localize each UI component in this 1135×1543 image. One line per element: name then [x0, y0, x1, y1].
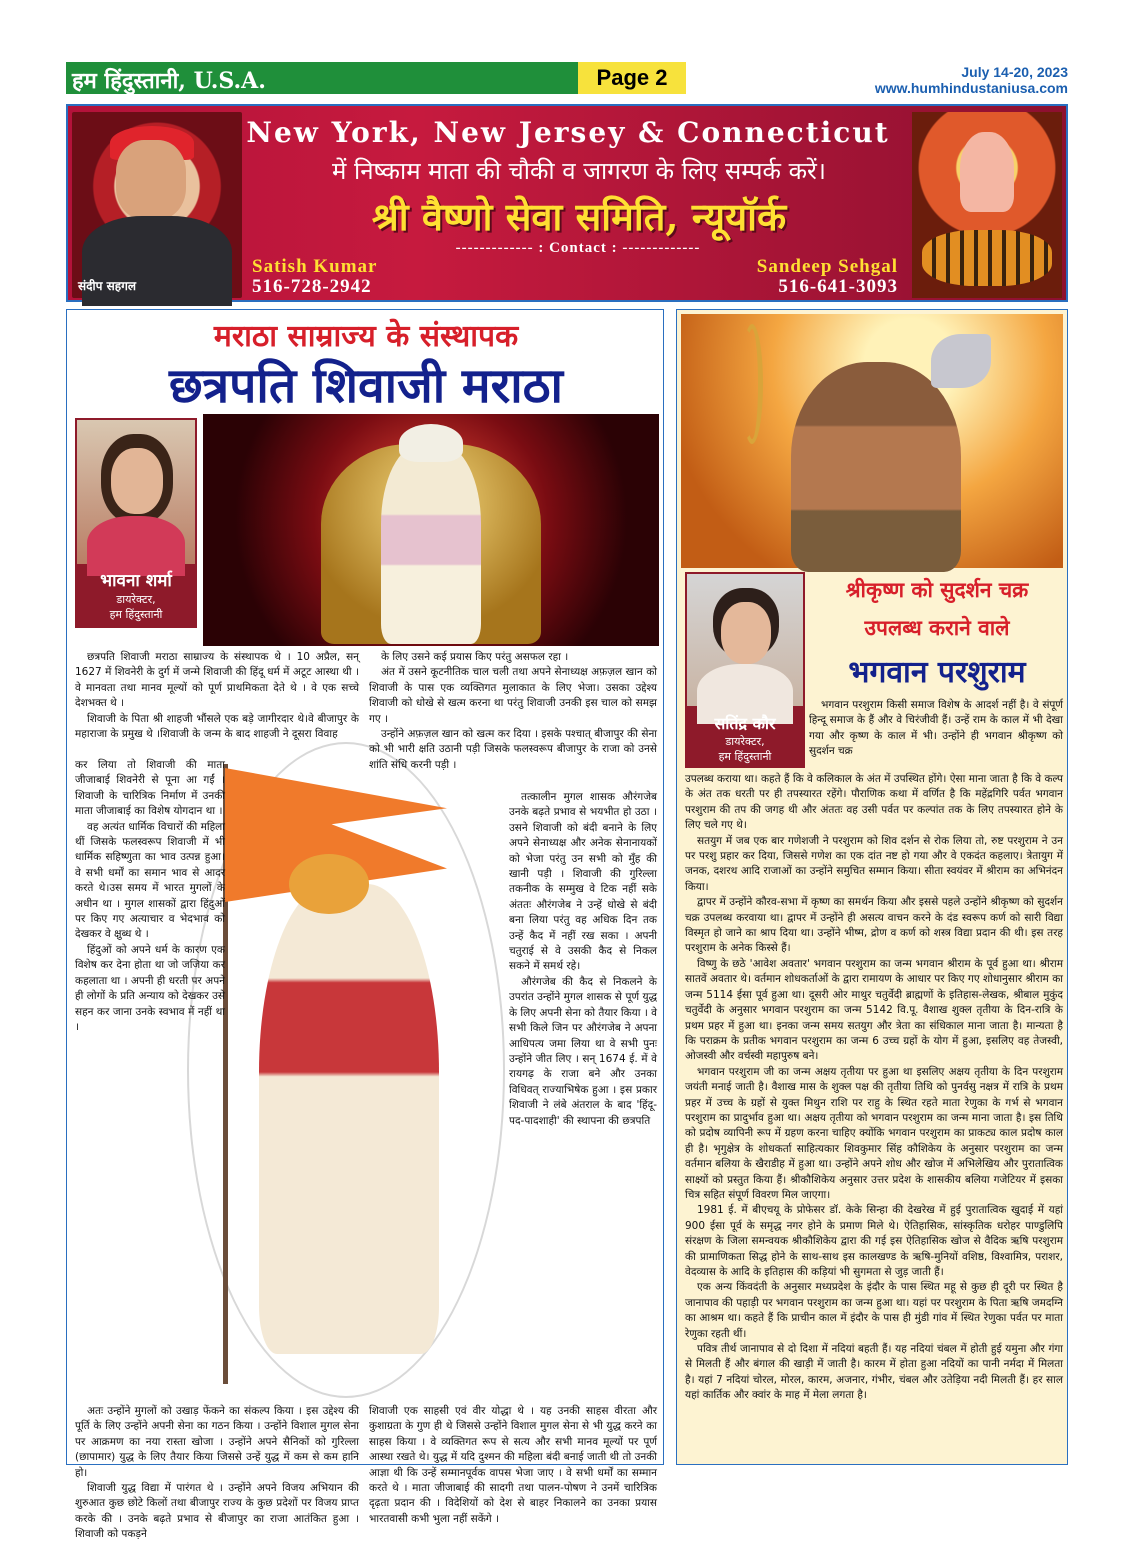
paragraph: के लिए उसने कई प्रयास किए परंतु असफल रहा । — [381, 651, 569, 663]
article-headline: भगवान परशुराम — [848, 655, 1026, 690]
article-shivaji — [66, 309, 664, 1541]
paragraph: वह अत्यंत धार्मिक विचारों की महिला थीं जिसके फलस्वरूप शिवाजी में भी धार्मिक सहिष्णुता का भाव उत्पन्न हुआ।वे सभी धर्मों का समान भाव से आदर करते थे।उस समय में भारत मुगलों के अधीन था । मुगल शासकों द्वारा हिंदुओं पर किए गए अत्याचार व भेदभाव को देखकर वे क्षुब्ध थे । — [75, 820, 225, 941]
paragraph: शिवाजी एक साहसी एवं वीर योद्धा थे । यह उनकी साहस वीरता और कुशाग्रता के गुण ही थे जिससे उन्होंने विशाल मुगल सेना से भी युद्ध करने का साहस किया । वे व्यक्तिगत रूप से सत्य और सभी मानव मूल्यों पर पूर्ण आस्था रखते थे। युद्ध में यदि दुश्मन की महिला बंदी बनाई जाती थी तो उनकी आज्ञा थी कि उन्हें सम्मानपूर्वक वापस भेजा जाए । वे सभी धर्मों का सम्मान करते थे । माता जीजाबाई की सादगी तथा पालन-पोषण ने उनमें चारित्रिक दृढ़ता प्रदान की । विदेशियों को देश से बाहर निकालने का उनका प्रयास भारतवासी कभी भुला नहीं सकेंगे । — [369, 1405, 657, 1525]
ad-banner — [66, 104, 1068, 302]
paragraph: तत्कालीन मुगल शासक औरंगजेब उनके बढ़ते प्रभाव से भयभीत हो उठा । उसने शिवाजी को बंदी बनाने के लिए अपने सेनाध्यक्ष और अनेक सेनानायकों को भेजा परंतु उन सभी को मुँह की खानी पड़ी । शिवाजी की गुरिल्ला तकनीक के सम्मुख वे टिक नहीं सके अंततः औरंगजेब ने उन्हें धोखे से बंदी बना लिया परंतु वह अधिक दिन तक उन्हें कैद में नहीं रख सका । अपनी चतुराई से वे उसकी कैद से निकल सकने में समर्थ रहे। — [509, 791, 657, 973]
paragraph: एक अन्य किंवदंती के अनुसार मध्यप्रदेश के इंदौर के पास स्थित महू से कुछ ही दूरी पर स्थित है जानापाव की पहाड़ी पर भगवान परशुराम का जन्म हुआ था। यहां पर परशुराम के पिता ऋषि जमदग्नि का आश्रम था। कहते हैं कि प्राचीन काल में इंदौर के पास ही मुंडी गांव में स्थित रेणुका पर्वत पर माता रेणुका रहती थीं। — [685, 1281, 1063, 1340]
ad-photo-caption: संदीप सहगल — [78, 279, 136, 293]
author-card — [75, 418, 197, 628]
paragraph: 1981 ई. में बीएचयू के प्रोफेसर डॉ. केके सिन्हा की देखरेख में हुई पुरातात्विक खुदाई में यहां 900 ईसा पूर्व के समृद्ध नगर होने के प्रमाण मिले थे। ऐतिहासिक, सांस्कृतिक धरोहर पाण्डुलिपि संरक्षण के जिला समन्वयक श्रीकौशिकेय द्वारा की गई इस ऐतिहासिक खोज से वैदिक ऋषि परशुराम की प्रामाणिकता सिद्ध होने के साथ-साथ इस कालखण्ड के ऋषि-मुनियों वशिष्ठ, विश्वामित्र, पराशर, वेदव्यास के आदि के इतिहास की कड़ियां भी सुगमता से जुड़ जाती हैं। — [685, 1204, 1063, 1278]
issue-date: July 14-20, 2023 — [961, 64, 1068, 80]
ad-contact2-name: Sandeep Sehgal — [756, 256, 898, 277]
shivaji-warrior-image — [187, 742, 505, 1398]
text-col1-top — [75, 650, 359, 758]
paragraph: औरंगजेब की कैद से निकलने के उपरांत उन्होंने मुगल शासक से पूर्ण युद्ध के लिए अपनी सेना को तैयार किया । वे सभी किले जिन पर औरंगजेब ने अपना आधिपत्य जमा लिया था वे सभी पुनः उन्होंने जीत लिए । सन् 1674 ई. में वे रायगढ़ के राजा बने और उनका विधिवत् राज्याभिषेक हुआ । इस प्रकार शिवाजी ने लंबे अंतराल के बाद 'हिंदू-पद-पादशाही' की स्थापना की छत्रपति — [509, 975, 657, 1127]
shivaji-throne-image — [203, 414, 659, 646]
paragraph: अंत में उसने कूटनीतिक चाल चली तथा अपने सेनाध्यक्ष अफ़ज़ल खान को शिवाजी के पास एक व्यक्तिगत मुलाकात के लिए भेजा। उसका उद्देश्य शिवाजी को धोखे से खत्म करना था परंतु शिवाजी उनकी इस चाल को समझ गए । — [369, 666, 657, 725]
paragraph: अतः उन्होंने मुगलों को उखाड़ फेंकने का संकल्प किया । इस उद्देश्य की पूर्ति के लिए उन्होंने अपनी सेना का गठन किया । उन्होंने विशाल मुगल सेना पर आक्रमण का नया रास्ता खोजा । उन्होंने अपने सैनिकों को गुरिल्ला (छापामार) युद्ध के लिए तैयार किया जिससे उन्हें युद्ध में कम से कम हानि हो। — [75, 1405, 359, 1479]
author-publication: हम हिंदुस्तानी — [718, 750, 772, 763]
article-kicker-2: उपलब्ध कराने वाले — [864, 615, 1010, 640]
ad-contact-label: ------------- : Contact : ------------- — [455, 240, 701, 256]
website-link[interactable]: www.humhindustaniusa.com — [874, 80, 1068, 96]
author-photo — [77, 420, 195, 564]
text-col2-narrow — [509, 790, 657, 1400]
article-kicker: मराठा साम्राज्य के संस्थापक — [213, 319, 519, 354]
text-right-main — [685, 772, 1063, 1462]
parshuram-image — [681, 314, 1063, 568]
paragraph: द्वापर में उन्होंने कौरव-सभा में कृष्ण का समर्थन किया और इससे पहले उन्होंने श्रीकृष्ण को सुदर्शन चक्र उपलब्ध करवाया था। द्वापर में उन्होंने ही असत्य वाचन करने के दंड स्वरूप कर्ण को सारी विद्या विस्मृत हो जाने का श्राप दिया था। उन्होंने भीष्म, द्रोण व कर्ण को शस्त्र विद्या प्रदान की थी। इस तरह परशुराम के अनेक किस्से हैं। — [685, 896, 1063, 955]
ad-contact1-name: Satish Kumar — [252, 256, 378, 277]
masthead — [66, 62, 686, 94]
ad-org-name: श्री वैष्णो सेवा समिति, न्यूयॉर्क — [371, 194, 787, 239]
ad-contact1-phone: 516-728-2942 — [252, 276, 372, 297]
article-parshuram — [676, 309, 1068, 1465]
paragraph: शिवाजी युद्ध विद्या में पारंगत थे । उन्होंने अपने विजय अभियान की शुरुआत कुछ छोटे किलों तथा बीजापुर राज्य के कुछ प्रदेशों पर विजय प्राप्त करके की । उनके बढ़ते प्रभाव से बीजापुर का राजा आतंकित हुआ । शिवाजी को पकड़ने — [75, 1482, 359, 1541]
author-name: भावना शर्मा — [100, 571, 172, 591]
paragraph: पवित्र तीर्थ जानापाव से दो दिशा में नदियां बहती हैं। यह नदियां चंबल में होती हुई यमुना और गंगा से मिलती हैं और बंगाल की खाड़ी में जाती है। कारम में होता हुआ नदियों का पानी नर्मदा में मिलता है। यहां 7 नदियां चोरल, मोरल, कारम, अजनार, गंभीर, चंबल और उतेड़िया नदी मिलती हैं। हर साल यहां कार्तिक और क्वांर के माह में मेला लगता है। — [685, 1343, 1063, 1402]
paragraph: सतयुग में जब एक बार गणेशजी ने परशुराम को शिव दर्शन से रोक लिया तो, रुष्ट परशुराम ने उन पर परशु प्रहार कर दिया, जिससे गणेश का एक दांत नष्ट हो गया और वे एकदंत कहलाए। त्रेतायुग में जनक, दशरथ आदि राजाओं का उन्होंने समुचित सम्मान किया। सीता स्वयंवर में श्रीराम का अभिनंदन किया। — [685, 834, 1063, 893]
paragraph: हिंदुओं को अपने धर्म के कारण एक विशेष कर देना होता था जो जजिया कर कहलाता था । अपनी ही धरती पर अपने ही लोगों के प्रति अन्याय को देखकर उसे सहन कर जाना उनके स्वभाव में नहीं था । — [75, 943, 225, 1033]
ad-invite-line: में निष्काम माता की चौकी व जागरण के लिए सम्पर्क करें। — [332, 157, 826, 185]
paragraph: कर लिया तो शिवाजी की माता जीजाबाई शिवनेरी से पूना आ गईं । शिवाजी के चारित्रिक निर्माण में उनकी माता जीजाबाई का विशेष योगदान था । — [75, 759, 225, 818]
paragraph: भगवान परशुराम किसी समाज विशेष के आदर्श नहीं है। वे संपूर्ण हिन्दू समाज के हैं और वे चिरंजीवी हैं। उन्हें राम के काल में भी देखा गया और कृष्ण के काल में भी। उन्होंने ही भगवान श्रीकृष्ण को सुदर्शन चक्र — [809, 699, 1063, 758]
paragraph: विष्णु के छठे 'आवेश अवतार' भगवान परशुराम का जन्म भगवान श्रीराम के पूर्व हुआ था। श्रीराम सातवें अवतार थे। वर्तमान शोधकर्ताओं के द्वारा रामायण के आधार पर किए गए शोधानुसार श्रीराम का जन्म 5114 ईसा पूर्व हुआ था। दूसरी ओर माथुर चतुर्वेदी ब्राह्मणों के इतिहास-लेखक, श्रीबाल मुकुंद चतुर्वेदी के अनुसार भगवान परशुराम का जन्म 5142 वि.पू. वैशाख शुक्ल तृतीया के दिन-रात्रि के प्रथम प्रहर में हुआ था। इनका जन्म समय सतयुग और त्रेता का संधिकाल माना जाता है। मान्यता है कि पराक्रम के प्रतीक भगवान परशुराम का जन्म 6 उच्च ग्रहों के योग में हुआ, इसलिए वह तेजस्वी, ओजस्वी और वर्चस्वी महापुरुष बने। — [685, 957, 1063, 1063]
page-number: Page 2 — [578, 62, 686, 94]
text-col2-top — [369, 650, 657, 790]
text-right-narrow — [809, 698, 1063, 770]
author-title: डायरेक्टर, — [116, 593, 156, 606]
ad-contact2-phone: 516-641-3093 — [778, 276, 898, 297]
author-publication: हम हिंदुस्तानी — [109, 608, 163, 621]
paragraph: छत्रपति शिवाजी मराठा साम्राज्य के संस्थापक थे । 10 अप्रैल, सन् 1627 में शिवनेरी के दुर्ग में जन्मे शिवाजी की हिंदू धर्म में अटूट आस्था थी । वे मानवता तथा मानव मूल्यों को पूर्ण प्राथमिकता देते थे । वे एक सच्चे देशभक्त थे । — [75, 651, 359, 710]
text-col1-bottom — [75, 1404, 359, 1541]
ad-region-line: New York, New Jersey & Connecticut — [246, 116, 890, 149]
newspaper-name: हम हिंदुस्तानी, U.S.A. — [72, 68, 266, 94]
article-headline: छत्रपति शिवाजी मराठा — [169, 358, 563, 414]
text-col2-bottom — [369, 1404, 657, 1525]
paragraph: उन्होंने अफ़ज़ल खान को खत्म कर दिया । इसके पश्चात् बीजापुर की सेना को भी भारी क्षति उठानी पड़ी जिसके फलस्वरूप बीजापुर के राजा को उनसे शांति संधि करनी पड़ी । — [369, 728, 657, 771]
paragraph: शिवाजी के पिता श्री शाहजी भौंसले एक बड़े जागीरदार थे।वे बीजापुर के महाराजा के प्रमुख थे ।शिवाजी के जन्म के बाद शाहजी ने दूसरा विवाह — [75, 712, 359, 741]
text-col1-narrow — [75, 758, 225, 1238]
article-kicker: श्रीकृष्ण को सुदर्शन चक्र — [845, 577, 1029, 602]
author-title: डायरेक्टर, — [725, 735, 765, 748]
author-name: सतिंद्र कौर — [714, 714, 776, 733]
author-photo — [687, 574, 803, 706]
author-card — [685, 572, 805, 768]
paragraph: उपलब्ध कराया था। कहते हैं कि वे कलिकाल के अंत में उपस्थित होंगे। ऐसा माना जाता है कि वे कल्प के अंत तक धरती पर ही तपस्यारत रहेंगे। पौराणिक कथा में वर्णित है कि महेंद्रगिरि पर्वत भगवान परशुराम की तप की जगह थी और अंततः वह उसी पर्वत पर कल्पांत तक के लिए तपस्यारत होने के लिए चले गए थे। — [685, 773, 1063, 832]
paragraph: भगवान परशुराम जी का जन्म अक्षय तृतीया पर हुआ था इसलिए अक्षय तृतीया के दिन परशुराम जयंती मनाई जाती है। वैशाख मास के शुक्ल पक्ष की तृतीया तिथि को पुनर्वसु नक्षत्र में रात्रि के प्रथम प्रहर में उच्च के ग्रहों से युक्त मिथुन राशि पर राहु के स्थित रहते माता रेणुका के गर्भ से भगवान परशुराम का प्रादुर्भाव हुआ था। अक्षय तृतीया को भगवान परशुराम का जन्म माना जाता है। इस तिथि को प्रदोष व्यापिनी रूप में ग्रहण करना चाहिए क्योंकि भगवान परशुराम का प्राकट्य काल प्रदोष काल ही है। भृगुक्षेत्र के शोधकर्ता साहित्यकार शिवकुमार सिंह कौशिकेय के अनुसार परशुराम का जन्म वर्तमान बलिया के खैराडीह में हुआ था। उन्होंने अपने शोध और खोज में अभिलेखिय और पुरातात्विक साक्ष्यों को प्रस्तुत किया हैं। श्रीकौशिकेय अनुसार उत्तर प्रदेश के शासकीय बलिया गजेटियर में इसका चित्र सहित संपूर्ण विवरण मिल जाएगा। — [685, 1065, 1063, 1201]
